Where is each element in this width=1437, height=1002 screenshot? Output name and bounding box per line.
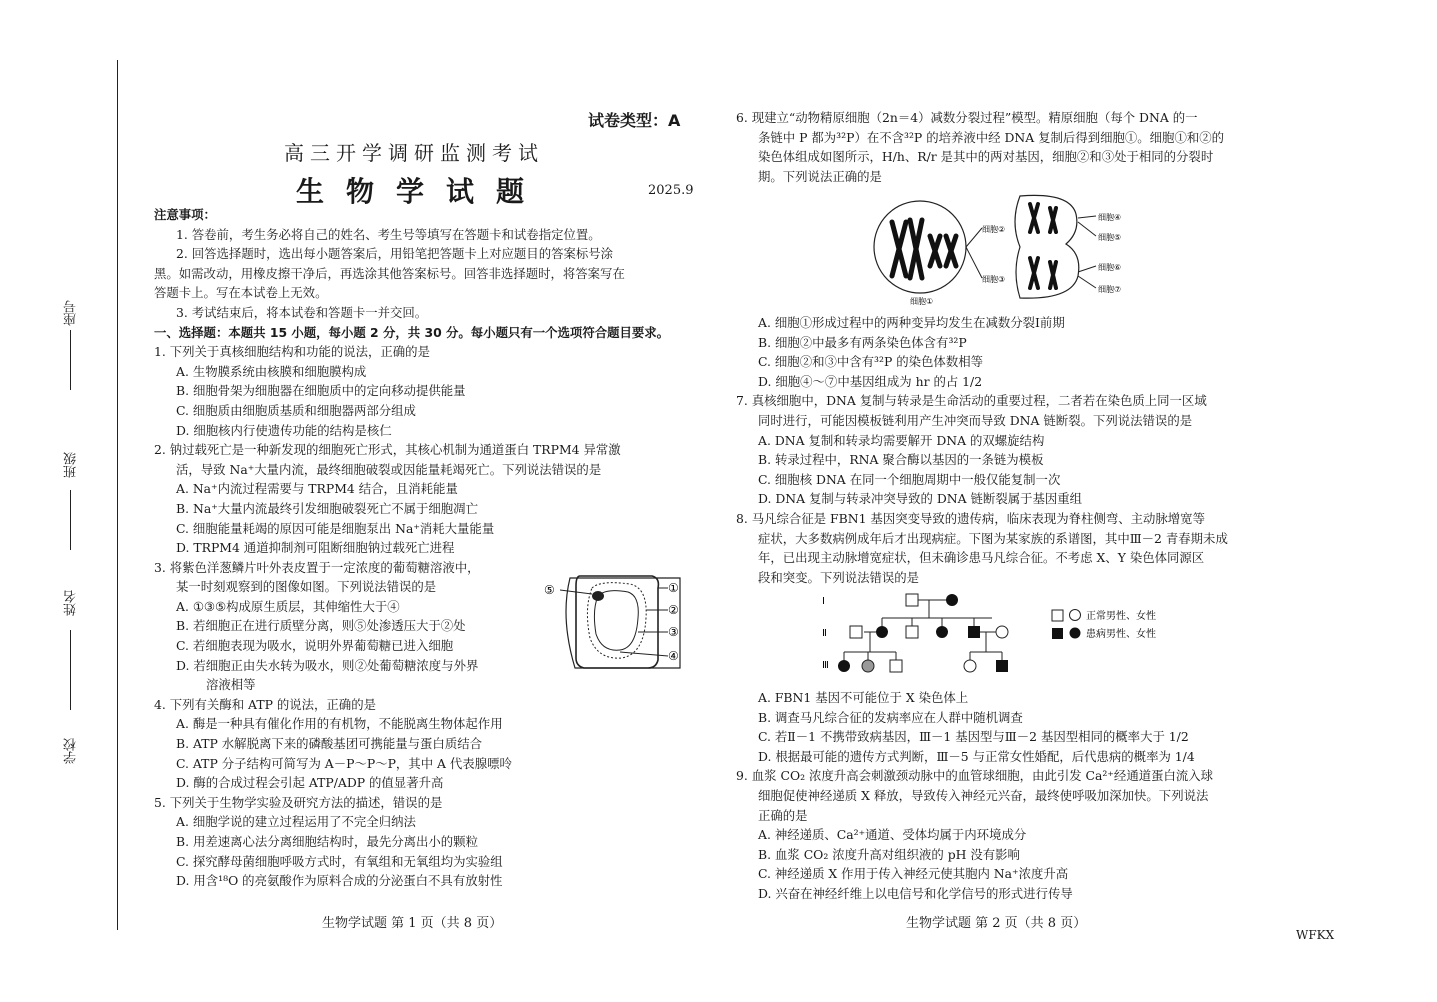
pedigree-I2: [946, 594, 958, 606]
right-column-bottom: [736, 688, 1276, 904]
arrow-line: [1078, 276, 1096, 288]
cell1-chromosomes: [892, 220, 956, 278]
option-line: B. 细胞骨架为细胞器在细胞质中的定向移动提供能量: [176, 383, 466, 399]
option-line: C. 细胞核 DNA 在同一个细胞周期中一般仅能复制一次: [758, 471, 1061, 487]
question-line: 2. 钠过载死亡是一种新发现的细胞死亡形式，其核心机制为通道蛋白 TRPM4 异常激: [154, 442, 621, 458]
option-line: C. 细胞②和③中含有³²P 的染色体数相等: [758, 354, 983, 370]
option-line: B. 转录过程中，RNA 聚合酶以基因的一条链为模板: [758, 452, 1044, 468]
subject-title: 生物学试题: [296, 175, 547, 208]
option-line: B. 血浆 CO₂ 浓度升高对组织液的 pH 没有影响: [758, 846, 1020, 862]
option-line: A. Na⁺内流过程需要与 TRPM4 结合，且消耗能量: [176, 481, 458, 497]
name-label: 姓名: [64, 590, 79, 616]
question-line: 细胞促使神经递质 X 释放，导致传入神经元兴奋，最终使呼吸加深加快。下列说法: [758, 787, 1209, 803]
option-line: D. 细胞核内行使遗传功能的结构是核仁: [176, 422, 392, 438]
section-heading: 一、选择题：本题共 15 小题，每小题 2 分，共 30 分。每小题只有一个选项符合题目要求。: [154, 324, 670, 340]
option-line: B. 调查马凡综合征的发病率应在人群中随机调查: [758, 709, 1023, 725]
arrow-line: [966, 228, 982, 247]
cell2-chromosomes: [1030, 204, 1056, 288]
arrow-line: [1078, 216, 1096, 218]
label-4: ④: [668, 649, 679, 663]
option-line: C. 细胞质由细胞质基质和细胞器两部分组成: [176, 402, 416, 418]
option-line: C. 若Ⅱ－1 不携带致病基因，Ⅲ－1 基因型与Ⅲ－2 基因型相同的概率大于 1/2: [758, 729, 1189, 745]
pedigree-II1: [850, 626, 862, 638]
legend-normal-female: [1070, 610, 1081, 621]
cell3-label: 细胞③: [982, 275, 1006, 284]
right-column-middle: [736, 313, 1276, 587]
seat-blank: [70, 330, 71, 390]
option-line: A. 酶是一种具有催化作用的有机物，不能脱离生物体起作用: [176, 716, 503, 732]
pedigree-II2: [876, 626, 888, 638]
notice-line: 2. 回答选择题时，选出每小题答案后，用铅笔把答题卡上对应题目的答案标号涂: [176, 246, 614, 262]
option-line: C. 神经递质 X 作用于传入神经元使其胞内 Na⁺浓度升高: [758, 866, 1069, 882]
cell6-label: 细胞⑥: [1098, 263, 1122, 272]
generation-II: Ⅱ: [822, 628, 827, 639]
option-line: A. ①③⑤构成原生质层，其伸缩性大于④: [176, 598, 400, 614]
notice-line: 3. 考试结束后，将本试卷和答题卡一并交回。: [176, 304, 428, 320]
option-line: B. Na⁺大量内流最终引发细胞破裂死亡不属于细胞凋亡: [176, 500, 478, 516]
paper-type: 试卷类型：A: [588, 111, 681, 130]
binding-line: [117, 60, 118, 930]
arrow-line: [1078, 222, 1096, 236]
question-line: 某一时刻观察到的图像如图。下列说法错误的是: [176, 579, 437, 595]
option-line: D. 根据最可能的遗传方式判断，Ⅲ－5 与正常女性婚配，后代患病的概率为 1/4: [758, 748, 1195, 764]
option-line: C. 若细胞表现为吸水，说明外界葡萄糖已进入细胞: [176, 638, 454, 654]
option-line: D. TRPM4 通道抑制剂可阻断细胞钠过载死亡进程: [176, 540, 455, 556]
pedigree-chart: [808, 590, 1188, 690]
arrow-line: [966, 247, 982, 278]
option-line: B. ATP 水解脱离下来的磷酸基团可携能量与蛋白质结合: [176, 736, 482, 752]
legend-normal-male: [1052, 610, 1063, 621]
question-line: 4. 下列有关酶和 ATP 的说法，正确的是: [154, 696, 376, 712]
option-line: A. 细胞学说的建立过程运用了不完全归纳法: [176, 814, 416, 830]
notice-heading: 注意事项：: [154, 207, 216, 222]
option-line: B. 若细胞正在进行质壁分离，则⑤处渗透压大于②处: [176, 618, 466, 634]
question-line: 年，已出现主动脉增宽症状，但未确诊患马凡综合征。不考虑 X、Y 染色体同源区: [758, 550, 1205, 566]
option-line: A. 神经递质、Ca²⁺通道、受体均属于内环境成分: [758, 827, 1027, 843]
question-line: 同时进行，可能因模板链利用产生冲突而导致 DNA 链断裂。下列说法错误的是: [758, 412, 1193, 428]
dividing-cell-outline: [1015, 195, 1079, 298]
question-line: 7. 真核细胞中，DNA 复制与转录是生命活动的重要过程，二者若在染色质上同一区域: [736, 393, 1207, 409]
nucleus-shape: [592, 591, 604, 601]
option-line: D. 细胞④～⑦中基因组成为 hr 的占 1/2: [758, 373, 983, 389]
notice-line: 黑。如需改动，用橡皮擦干净后，再选涂其他答案标号。回答非选择题时，将答案写在: [154, 265, 625, 281]
cell5-label: 细胞⑤: [1098, 233, 1122, 242]
option-line: D. 酶的合成过程会引起 ATP/ADP 的值显著升高: [176, 775, 444, 791]
name-blank: [70, 630, 71, 710]
question-line: 正确的是: [758, 807, 808, 823]
option-line: B. 用差速离心法分离细胞结构时，最先分离出小的颗粒: [176, 834, 478, 849]
footer-page-1: 生物学试题 第 1 页（共 8 页）: [322, 916, 503, 931]
legend-affected-male: [1052, 628, 1063, 639]
pedigree-II4: [936, 626, 948, 638]
pedigree-III1: [838, 660, 850, 672]
question-line: 9. 血浆 CO₂ 浓度升高会刺激颈动脉中的血管球细胞，由此引发 Ca²⁺经通道蛋白流入球: [736, 768, 1214, 784]
option-line: A. FBN1 基因不可能位于 X 染色体上: [758, 690, 969, 705]
cell4-label: 细胞④: [1098, 213, 1122, 222]
question-line: 6. 现建立“动物精原细胞（2n＝4）减数分裂过程”模型。精原细胞（每个 DNA 的一: [736, 110, 1198, 125]
question-line: 症状，大多数病例成年后才出现病症。下图为某家族的系谱图，其中Ⅲ－2 青春期未成: [758, 530, 1228, 546]
class-blank: [70, 490, 71, 550]
pedigree-I1: [906, 594, 918, 606]
question-line: 1. 下列关于真核细胞结构和功能的说法，正确的是: [154, 344, 430, 360]
pedigree-III5: [996, 660, 1008, 672]
option-line: B. 细胞②中最多有两条染色体含有³²P: [758, 334, 967, 350]
label-3: ③: [668, 625, 679, 639]
option-line: A. 细胞①形成过程中的两种变异均发生在减数分裂Ⅰ前期: [758, 315, 1065, 330]
school-label: 学校: [64, 738, 79, 764]
question-line: 染色体组成如图所示，H/h、R/r 是其中的两对基因，细胞②和③处于相同的分裂时: [758, 149, 1214, 165]
pedigree-II5: [968, 626, 980, 638]
option-line: A. 生物膜系统由核膜和细胞膜构成: [176, 363, 367, 379]
notice-line: 1. 答卷前，考生务必将自己的姓名、考生号等填写在答题卡和试卷指定位置。: [176, 226, 601, 242]
right-column-top: [736, 108, 1276, 186]
pedigree-II3: [906, 626, 918, 638]
option-line: D. 若细胞正由失水转为吸水，则②处葡萄糖浓度与外界: [176, 657, 479, 673]
legend-affected-female: [1070, 628, 1081, 639]
label-1: ①: [668, 581, 679, 595]
pedigree-III2: [862, 660, 874, 672]
corner-mark: WFKX: [1296, 928, 1335, 942]
question-line: 5. 下列关于生物学实验及研究方法的描述，错误的是: [154, 794, 443, 810]
arrow-line: [1078, 266, 1096, 272]
exam-title: 高三开学调研监测考试: [284, 141, 544, 165]
option-line: D. 兴奋在神经纤维上以电信号和化学信号的形式进行传导: [758, 885, 1073, 901]
exam-date: 2025.9: [648, 183, 694, 198]
leader-line: [620, 652, 668, 656]
option-line: D. 用含¹⁸O 的亮氨酸作为原料合成的分泌蛋白不具有放射性: [176, 873, 503, 889]
seat-label: 座号: [64, 300, 79, 326]
left-column: [154, 205, 694, 891]
class-label: 班级: [64, 452, 79, 478]
option-line: 溶液相等: [206, 677, 256, 693]
generation-III: Ⅲ: [822, 660, 829, 671]
cell2-label: 细胞②: [982, 225, 1006, 234]
question-line: 8. 马凡综合征是 FBN1 基因突变导致的遗传病，临床表现为脊柱侧弯、主动脉增宽等: [736, 510, 1205, 526]
cell1-label: 细胞①: [910, 297, 934, 306]
option-line: D. DNA 复制与转录冲突导致的 DNA 链断裂属于基因重组: [758, 491, 1083, 507]
pedigree-III3: [890, 660, 902, 672]
question-line: 段和突变。下列说法错误的是: [758, 569, 920, 585]
label-2: ②: [668, 603, 679, 617]
generation-I: Ⅰ: [822, 596, 825, 607]
legend-normal-text: 正常男性、女性: [1086, 611, 1156, 622]
footer-page-2: 生物学试题 第 2 页（共 8 页）: [906, 916, 1087, 931]
option-line: C. ATP 分子结构可简写为 A－P～P～P，其中 A 代表腺嘌呤: [176, 755, 512, 771]
legend-affected-text: 患病男性、女性: [1086, 629, 1156, 640]
cell7-label: 细胞⑦: [1098, 285, 1122, 294]
question-line: 期。下列说法正确的是: [758, 168, 882, 184]
notice-line: 答题卡上。写在本试卷上无效。: [154, 285, 328, 301]
option-line: C. 探究酵母菌细胞呼吸方式时，有氧组和无氧组均为实验组: [176, 853, 503, 869]
plasmolysis-figure: [540, 568, 690, 678]
option-line: C. 细胞能量耗竭的原因可能是细胞泵出 Na⁺消耗大量能量: [176, 520, 495, 536]
question-line: 活，导致 Na⁺大量内流，最终细胞破裂或因能量耗竭死亡。下列说法错误的是: [176, 461, 602, 477]
question-line: 条链中 P 都为³²P）在不含³²P 的培养液中经 DNA 复制后得到细胞①。细胞①和②的: [758, 129, 1225, 145]
pedigree-III4: [964, 660, 976, 672]
option-line: A. DNA 复制和转录均需要解开 DNA 的双螺旋结构: [758, 432, 1045, 448]
question-line: 3. 将紫色洋葱鳞片叶外表皮置于一定浓度的葡萄糖溶液中，: [154, 559, 480, 575]
label-5: ⑤: [544, 583, 555, 597]
pedigree-II6: [996, 626, 1008, 638]
meiosis-figure: [870, 192, 1150, 310]
